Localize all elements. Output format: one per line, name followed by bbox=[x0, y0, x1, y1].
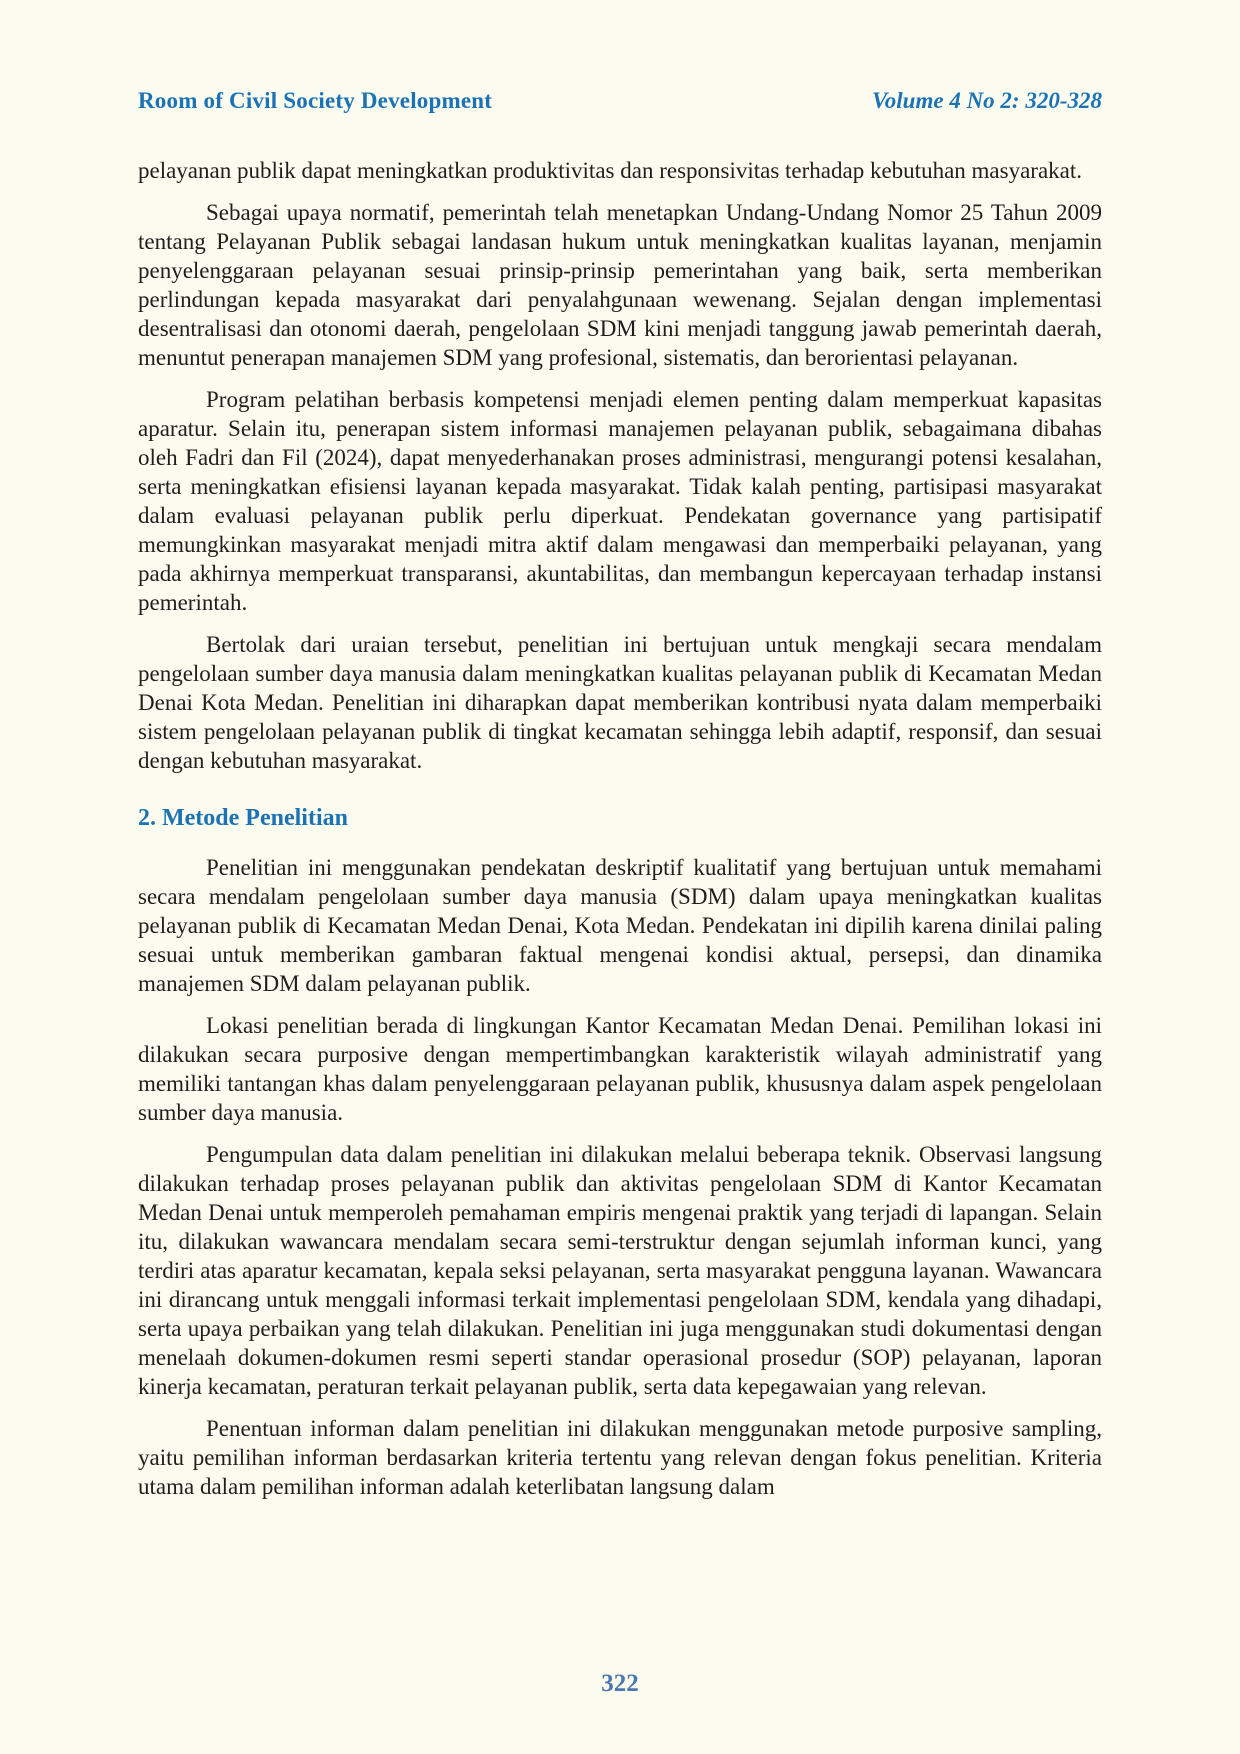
paragraph: Program pelatihan berbasis kompetensi menjadi elemen penting dalam memperkuat kapasitas aparatur. Selain itu, penerapan sistem informasi manajemen pelayanan publik, sebagaimana dibahas oleh Fadri dan Fil (2024), dapat menyederhanakan proses administrasi, mengurangi potensi kesalahan, serta meningkatkan efisiensi layanan kepada masyarakat. Tidak kalah penting, partisipasi masyarakat dalam evaluasi pelayanan publik perlu diperkuat. Pendekatan governance yang partisipatif memungkinkan masyarakat menjadi mitra aktif dalam mengawasi dan memperbaiki pelayanan, yang pada akhirnya memperkuat transparansi, akuntabilitas, dan membangun kepercayaan terhadap instansi pemerintah. bbox=[138, 387, 1102, 615]
journal-title: Room of Civil Society Development bbox=[138, 88, 493, 113]
paragraph: Lokasi penelitian berada di lingkungan Kantor Kecamatan Medan Denai. Pemilihan lokasi ini dilakukan secara purposive dengan mempertimbangkan karakteristik wilayah administratif yang memiliki tantangan khas dalam penyelenggaraan pelayanan publik, khususnya dalam aspek pengelolaan sumber daya manusia. bbox=[138, 1013, 1102, 1125]
paragraph: Pengumpulan data dalam penelitian ini dilakukan melalui beberapa teknik. Observasi langsung dilakukan terhadap proses pelayanan publik dan aktivitas pengelolaan SDM di Kantor Kecamatan Medan Denai untuk memperoleh pemahaman empiris mengenai praktik yang terjadi di lapangan. Selain itu, dilakukan wawancara mendalam secara semi-terstruktur dengan sejumlah informan kunci, yang terdiri atas aparatur kecamatan, kepala seksi pelayanan, serta masyarakat pengguna layanan. Wawancara ini dirancang untuk menggali informasi terkait implementasi pengelolaan SDM, kendala yang dihadapi, serta upaya perbaikan yang telah dilakukan. Penelitian ini juga menggunakan studi dokumentasi dengan menelaah dokumen-dokumen resmi seperti standar operasional prosedur (SOP) pelayanan, laporan kinerja kecamatan, peraturan terkait pelayanan publik, serta data kepegawaian yang relevan. bbox=[138, 1142, 1102, 1399]
paragraph: Sebagai upaya normatif, pemerintah telah menetapkan Undang-Undang Nomor 25 Tahun 2009 tentang Pelayanan Publik sebagai landasan hukum untuk meningkatkan kualitas layanan, menjamin penyelenggaraan pelayanan sesuai prinsip-prinsip pemerintahan yang baik, serta memberikan perlindungan kepada masyarakat dari penyalahgunaan wewenang. Sejalan dengan implementasi desentralisasi dan otonomi daerah, pengelolaan SDM kini menjadi tanggung jawab pemerintah daerah, menuntut penerapan manajemen SDM yang profesional, sistematis, dan berorientasi pelayanan. bbox=[138, 200, 1102, 370]
page-footer bbox=[0, 1670, 1240, 1698]
page-number: 322 bbox=[601, 1670, 639, 1697]
volume-info: Volume 4 No 2: 320-328 bbox=[872, 88, 1102, 113]
paragraph: Bertolak dari uraian tersebut, penelitian ini bertujuan untuk mengkaji secara mendalam pengelolaan sumber daya manusia dalam meningkatkan kualitas pelayanan publik di Kecamatan Medan Denai Kota Medan. Penelitian ini diharapkan dapat memberikan kontribusi nyata dalam memperbaiki sistem pengelolaan pelayanan publik di tingkat kecamatan sehingga lebih adaptif, responsif, dan sesuai dengan kebutuhan masyarakat. bbox=[138, 632, 1102, 773]
section-heading-metode-penelitian: 2. Metode Penelitian bbox=[138, 805, 348, 831]
paragraph-continuation: pelayanan publik dapat meningkatkan produktivitas dan responsivitas terhadap kebutuhan masyarakat. bbox=[138, 158, 1082, 183]
paragraph: Penelitian ini menggunakan pendekatan deskriptif kualitatif yang bertujuan untuk memahami secara mendalam pengelolaan sumber daya manusia (SDM) dalam upaya meningkatkan kualitas pelayanan publik di Kecamatan Medan Denai, Kota Medan. Pendekatan ini dipilih karena dinilai paling sesuai untuk memberikan gambaran faktual mengenai kondisi aktual, persepsi, dan dinamika manajemen SDM dalam pelayanan publik. bbox=[138, 855, 1102, 996]
page-header bbox=[138, 88, 1102, 114]
page-body bbox=[138, 156, 1102, 1514]
paragraph: Penentuan informan dalam penelitian ini dilakukan menggunakan metode purposive sampling, yaitu pemilihan informan berdasarkan kriteria tertentu yang relevan dengan fokus penelitian. Kriteria utama dalam pemilihan informan adalah keterlibatan langsung dalam bbox=[138, 1416, 1102, 1499]
